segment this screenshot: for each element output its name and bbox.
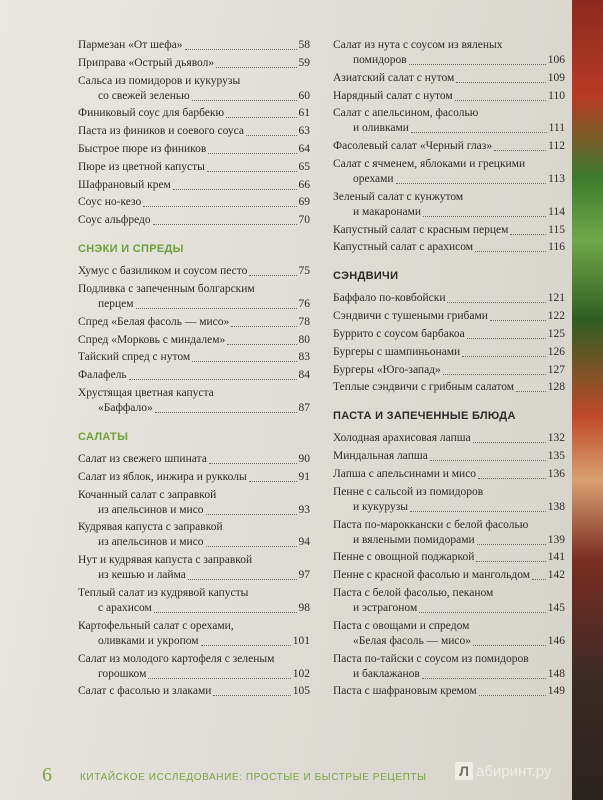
- toc-entry-title: Паста из фиников и соевого соуса: [78, 125, 245, 138]
- toc-entry-title: Салат с фасолью и злаками: [78, 685, 212, 698]
- toc-page-number: 97: [298, 569, 310, 582]
- dot-leader: [443, 374, 546, 375]
- dot-leader: [516, 391, 546, 392]
- toc-entry-title: Салат из нута с соусом из вяленых: [333, 39, 503, 51]
- dot-leader: [423, 216, 546, 217]
- toc-page-number: 111: [548, 122, 565, 135]
- toc-page-number: 135: [547, 450, 565, 463]
- toc-entry-title: Кочанный салат с заправкой: [78, 488, 217, 501]
- toc-entry: [78, 488, 310, 518]
- toc-entry-title: Спред «Морковь с миндалем»: [78, 333, 226, 346]
- toc-entry-title: Фалафель: [78, 369, 127, 382]
- toc-entry: [333, 619, 565, 649]
- toc-entry-title: Приправа «Острый дьявол»: [78, 56, 215, 69]
- toc-page-number: 65: [298, 160, 310, 173]
- toc-entry-title: Салат с ячменем, яблоками и грецкими: [333, 157, 526, 170]
- toc-entry-title: Теплые сэндвичи с грибным салатом: [333, 381, 515, 394]
- toc-entry-title: Зеленый салат с кунжутом: [333, 190, 464, 203]
- toc-page-number: 69: [298, 196, 310, 209]
- dot-leader: [467, 338, 546, 339]
- toc-page-number: 110: [548, 89, 565, 102]
- toc-entry-title: Спред «Белая фасоль — мисо»: [78, 315, 230, 328]
- toc-entry-title: Паста по-тайски с соусом из помидоров: [333, 652, 529, 665]
- toc-entry: [333, 291, 565, 306]
- toc-entry-title: Баффало по-ковбойски: [333, 292, 446, 305]
- dot-leader: [207, 171, 297, 172]
- toc-entry-title: помидоров: [353, 54, 407, 66]
- dot-leader: [477, 544, 546, 545]
- dot-leader: [410, 511, 546, 512]
- toc-entry: [333, 467, 565, 482]
- toc-page-number: 58: [298, 39, 310, 51]
- toc-entry: [78, 106, 310, 121]
- dot-leader: [396, 183, 547, 184]
- toc-entry-title: Пенне с сальсой из помидоров: [333, 485, 484, 498]
- toc-page-number: 126: [547, 345, 565, 358]
- dot-leader: [154, 612, 297, 613]
- dot-leader: [148, 678, 290, 679]
- section-heading: СНЭКИ И СПРЕДЫ: [78, 243, 184, 256]
- dot-leader: [411, 132, 547, 133]
- dot-leader: [479, 695, 546, 696]
- dot-leader: [249, 275, 296, 276]
- toc-page-number: 106: [547, 54, 565, 66]
- toc-entry-title: Азиатский салат с нутом: [333, 71, 455, 84]
- toc-page-number: 93: [298, 503, 310, 516]
- toc-entry-title: Паста по-мароккански с белой фасолью: [333, 518, 529, 531]
- toc-entry: [333, 106, 565, 136]
- dot-leader: [462, 356, 546, 357]
- toc-entry-title: Соус но-кезо: [78, 196, 142, 209]
- toc-entry-title: Паста с шафрановым кремом: [333, 685, 477, 698]
- toc-entry-title: и оливками: [353, 122, 409, 135]
- toc-entry: [333, 71, 565, 86]
- toc-page-number: 64: [298, 142, 310, 155]
- toc-entry-title: Пенне с овощной поджаркой: [333, 551, 475, 564]
- toc-page-number: 136: [547, 467, 565, 480]
- toc-entry: [333, 684, 565, 699]
- dot-leader: [447, 302, 545, 303]
- toc-entry: [78, 553, 310, 583]
- toc-entry: [78, 684, 310, 699]
- toc-page-number: 91: [298, 470, 310, 483]
- toc-entry-title: Салат с апельсином, фасолью: [333, 107, 479, 120]
- dot-leader: [532, 579, 546, 580]
- dot-leader: [490, 320, 546, 321]
- toc-entry: [333, 309, 565, 324]
- dot-leader: [473, 645, 546, 646]
- toc-page-number: 139: [547, 533, 565, 546]
- toc-entry-title: из апельсинов и мисо: [98, 503, 204, 516]
- toc-entry-title: Буррито с соусом барбакоа: [333, 327, 465, 340]
- dot-leader: [201, 645, 291, 646]
- toc-entry: [78, 470, 310, 485]
- toc-entry: [333, 568, 565, 583]
- toc-entry: [78, 74, 310, 104]
- toc-page-number: 63: [298, 125, 310, 138]
- toc-entry-title: Подливка с запеченным болгарским: [78, 282, 255, 295]
- dot-leader: [249, 481, 297, 482]
- toc-page-number: 90: [298, 452, 310, 465]
- dot-leader: [216, 67, 296, 68]
- toc-entry-title: Картофельный салат с орехами,: [78, 619, 234, 632]
- toc-entry: [78, 160, 310, 175]
- toc-entry: [78, 315, 310, 330]
- toc-entry-title: и баклажанов: [353, 667, 420, 680]
- toc-entry: [78, 264, 310, 279]
- toc-entry-title: Салат из молодого картофеля с зеленым: [78, 652, 275, 665]
- toc-page-number: 128: [547, 381, 565, 394]
- toc-entry-title: Сэндвичи с тушеными грибами: [333, 310, 488, 323]
- toc-entry-title: Нут и кудрявая капуста с заправкой: [78, 554, 253, 567]
- toc-page-number: 87: [298, 401, 310, 414]
- toc-entry: [333, 327, 565, 342]
- food-photo-edge: [572, 0, 603, 800]
- dot-leader: [208, 153, 296, 154]
- toc-entry: [78, 56, 310, 71]
- toc-entry-title: горошком: [98, 667, 147, 680]
- toc-page-number: 59: [298, 56, 310, 69]
- toc-entry-title: Капустный салат с арахисом: [333, 241, 474, 254]
- toc-page-number: 75: [298, 265, 310, 278]
- toc-entry: [78, 386, 310, 416]
- toc-entry-title: Пармезан «От шефа»: [78, 39, 183, 51]
- dot-leader: [129, 379, 297, 380]
- toc-entry: [78, 282, 310, 312]
- toc-page-number: 61: [298, 107, 310, 120]
- toc-page-number: 142: [547, 569, 565, 582]
- section-heading: СЭНДВИЧИ: [333, 270, 399, 283]
- toc-entry-title: и кукурузы: [353, 500, 408, 513]
- toc-entry-title: Нарядный салат с нутом: [333, 89, 453, 102]
- toc-entry-title: Салат из яблок, инжира и рукколы: [78, 470, 247, 483]
- toc-entry-title: из апельсинов и мисо: [98, 536, 204, 549]
- toc-page-number: 116: [548, 241, 565, 254]
- dot-leader: [226, 117, 296, 118]
- dot-leader: [173, 189, 297, 190]
- toc-entry-title: со свежей зеленью: [98, 89, 190, 102]
- dot-leader: [456, 82, 545, 83]
- toc-page-number: 121: [547, 292, 565, 305]
- toc-entry: [333, 449, 565, 464]
- section-heading: ПАСТА И ЗАПЕЧЕННЫЕ БЛЮДА: [333, 410, 516, 423]
- toc-entry-title: и эстрагоном: [353, 601, 418, 614]
- dot-leader: [136, 308, 297, 309]
- toc-entry: [78, 652, 310, 682]
- dot-leader: [475, 251, 546, 252]
- toc-page-number: 125: [547, 327, 565, 340]
- toc-page-number: 109: [547, 71, 565, 84]
- toc-entry-title: Хумус с базиликом и соусом песто: [78, 265, 248, 278]
- toc-page-number: 76: [298, 297, 310, 310]
- toc-entry-title: оливками и укропом: [98, 634, 199, 647]
- toc-entry: [78, 350, 310, 365]
- toc-entry-title: Сальса из помидоров и кукурузы: [78, 74, 241, 87]
- toc-page-number: 138: [547, 500, 565, 513]
- dot-leader: [430, 460, 546, 461]
- dot-leader: [473, 442, 546, 443]
- labirint-logo-icon: Л: [455, 762, 473, 780]
- dot-leader: [419, 612, 546, 613]
- dot-leader: [209, 463, 297, 464]
- toc-page-number: 80: [298, 333, 310, 346]
- dot-leader: [409, 64, 546, 65]
- section-heading: САЛАТЫ: [78, 430, 129, 443]
- toc-page-number: 141: [547, 551, 565, 564]
- toc-entry: [333, 550, 565, 565]
- toc-page-number: 114: [548, 205, 565, 218]
- toc-page-number: 145: [547, 601, 565, 614]
- toc-left-column: [78, 38, 310, 702]
- toc-page-number: 148: [547, 667, 565, 680]
- toc-entry-title: Паста с овощами и спредом: [333, 619, 470, 632]
- toc-page-number: 98: [298, 601, 310, 614]
- toc-entry-title: Бургеры «Юго-запад»: [333, 363, 441, 376]
- toc-entry-title: с арахисом: [98, 601, 152, 614]
- toc-entry: [333, 223, 565, 238]
- toc-entry-title: Теплый салат из кудрявой капусты: [78, 586, 249, 599]
- dot-leader: [155, 412, 297, 413]
- toc-page-number: 105: [292, 685, 310, 698]
- toc-page-number: 102: [292, 667, 310, 680]
- toc-entry-title: Соус альфредо: [78, 214, 151, 227]
- toc-entry-title: орехами: [353, 172, 394, 185]
- toc-entry-title: «Белая фасоль — мисо»: [353, 634, 471, 647]
- toc-page-number: 66: [298, 178, 310, 191]
- toc-entry-title: Быстрое пюре из фиников: [78, 142, 207, 155]
- toc-entry: [78, 124, 310, 139]
- toc-entry: [333, 190, 565, 220]
- toc-entry-title: Лапша с апельсинами и мисо: [333, 467, 477, 480]
- running-footer-title: КИТАЙСКОЕ ИССЛЕДОВАНИЕ: ПРОСТЫЕ И БЫСТРЫЕ РЕЦЕПТЫ: [80, 772, 427, 783]
- toc-entry: [333, 139, 565, 154]
- toc-page-number: 112: [548, 140, 565, 153]
- toc-page-number: 149: [547, 685, 565, 698]
- toc-entry: [78, 213, 310, 228]
- toc-page-number: 101: [292, 634, 310, 647]
- toc-entry: [78, 520, 310, 550]
- toc-entry-title: «Баффало»: [98, 401, 153, 414]
- toc-entry: [333, 586, 565, 616]
- toc-entry-title: Паста с белой фасолью, пеканом: [333, 586, 494, 599]
- toc-entry: [333, 380, 565, 395]
- toc-entry-title: Хрустящая цветная капуста: [78, 386, 214, 399]
- dot-leader: [192, 100, 297, 101]
- toc-page-number: 83: [298, 351, 310, 364]
- page-number: 6: [42, 764, 52, 786]
- toc-entry: [78, 368, 310, 383]
- toc-entry-title: из кешью и лайма: [98, 569, 186, 582]
- dot-leader: [206, 546, 297, 547]
- toc-entry: [333, 240, 565, 255]
- toc-entry: [333, 485, 565, 515]
- toc-entry-title: Холодная арахисовая лапша: [333, 432, 471, 445]
- toc-entry-title: Салат из свежего шпината: [78, 452, 207, 465]
- dot-leader: [231, 326, 296, 327]
- toc-entry-title: Кудрявая капуста с заправкой: [78, 521, 223, 534]
- toc-entry-title: и макаронами: [353, 205, 422, 218]
- dot-leader: [476, 561, 545, 562]
- toc-page-number: 78: [298, 315, 310, 328]
- toc-entry: [78, 195, 310, 210]
- toc-entry: [78, 619, 310, 649]
- toc-entry: [78, 452, 310, 467]
- toc-entry: [333, 38, 565, 68]
- toc-entry-title: Финиковый соус для барбекю: [78, 107, 225, 120]
- dot-leader: [227, 344, 296, 345]
- dot-leader: [192, 361, 296, 362]
- toc-entry: [78, 178, 310, 193]
- toc-entry-title: Фасолевый салат «Черный глаз»: [333, 140, 493, 153]
- toc-entry-title: Пюре из цветной капусты: [78, 160, 205, 173]
- toc-page-number: 146: [547, 634, 565, 647]
- toc-entry: [333, 652, 565, 682]
- toc-entry: [333, 363, 565, 378]
- toc-entry: [333, 345, 565, 360]
- toc-page-number: 94: [298, 536, 310, 549]
- toc-entry: [333, 431, 565, 446]
- toc-entry-title: Миндальная лапша: [333, 450, 428, 463]
- dot-leader: [478, 478, 546, 479]
- dot-leader: [455, 100, 547, 101]
- toc-entry-title: Тайский спред с нутом: [78, 351, 191, 364]
- toc-right-column: [333, 38, 565, 702]
- toc-page-number: 115: [548, 223, 565, 236]
- dot-leader: [510, 234, 546, 235]
- toc-page-number: 127: [547, 363, 565, 376]
- dot-leader: [206, 514, 297, 515]
- dot-leader: [422, 678, 546, 679]
- toc-entry: [78, 333, 310, 348]
- toc-entry: [78, 586, 310, 616]
- toc-page-number: 122: [547, 310, 565, 323]
- dot-leader: [153, 224, 297, 225]
- toc-entry-title: Пенне с красной фасолью и мангольдом: [333, 569, 531, 582]
- dot-leader: [188, 579, 297, 580]
- toc-entry-title: Капустный салат с красным перцем: [333, 223, 509, 236]
- dot-leader: [185, 49, 297, 50]
- toc-entry-title: Шафрановый крем: [78, 178, 171, 191]
- dot-leader: [494, 150, 546, 151]
- dot-leader: [246, 135, 296, 136]
- toc-page-number: 132: [547, 432, 565, 445]
- toc-entry-title: и вялеными помидорами: [353, 533, 475, 546]
- toc-entry-title: Бургеры с шампиньонами: [333, 345, 461, 358]
- dot-leader: [213, 695, 290, 696]
- labirint-watermark: [455, 762, 551, 780]
- toc-entry-title: перцем: [98, 297, 134, 310]
- toc-page-number: 113: [548, 172, 565, 185]
- watermark-text: абиринт.ру: [476, 762, 552, 780]
- dot-leader: [143, 206, 296, 207]
- toc-entry: [333, 89, 565, 104]
- toc-entry: [78, 142, 310, 157]
- toc-page-number: 84: [298, 369, 310, 382]
- toc-entry: [333, 157, 565, 187]
- toc-entry: [333, 518, 565, 548]
- toc-page-number: 70: [298, 214, 310, 227]
- toc-entry: [78, 38, 310, 53]
- toc-page-number: 60: [298, 89, 310, 102]
